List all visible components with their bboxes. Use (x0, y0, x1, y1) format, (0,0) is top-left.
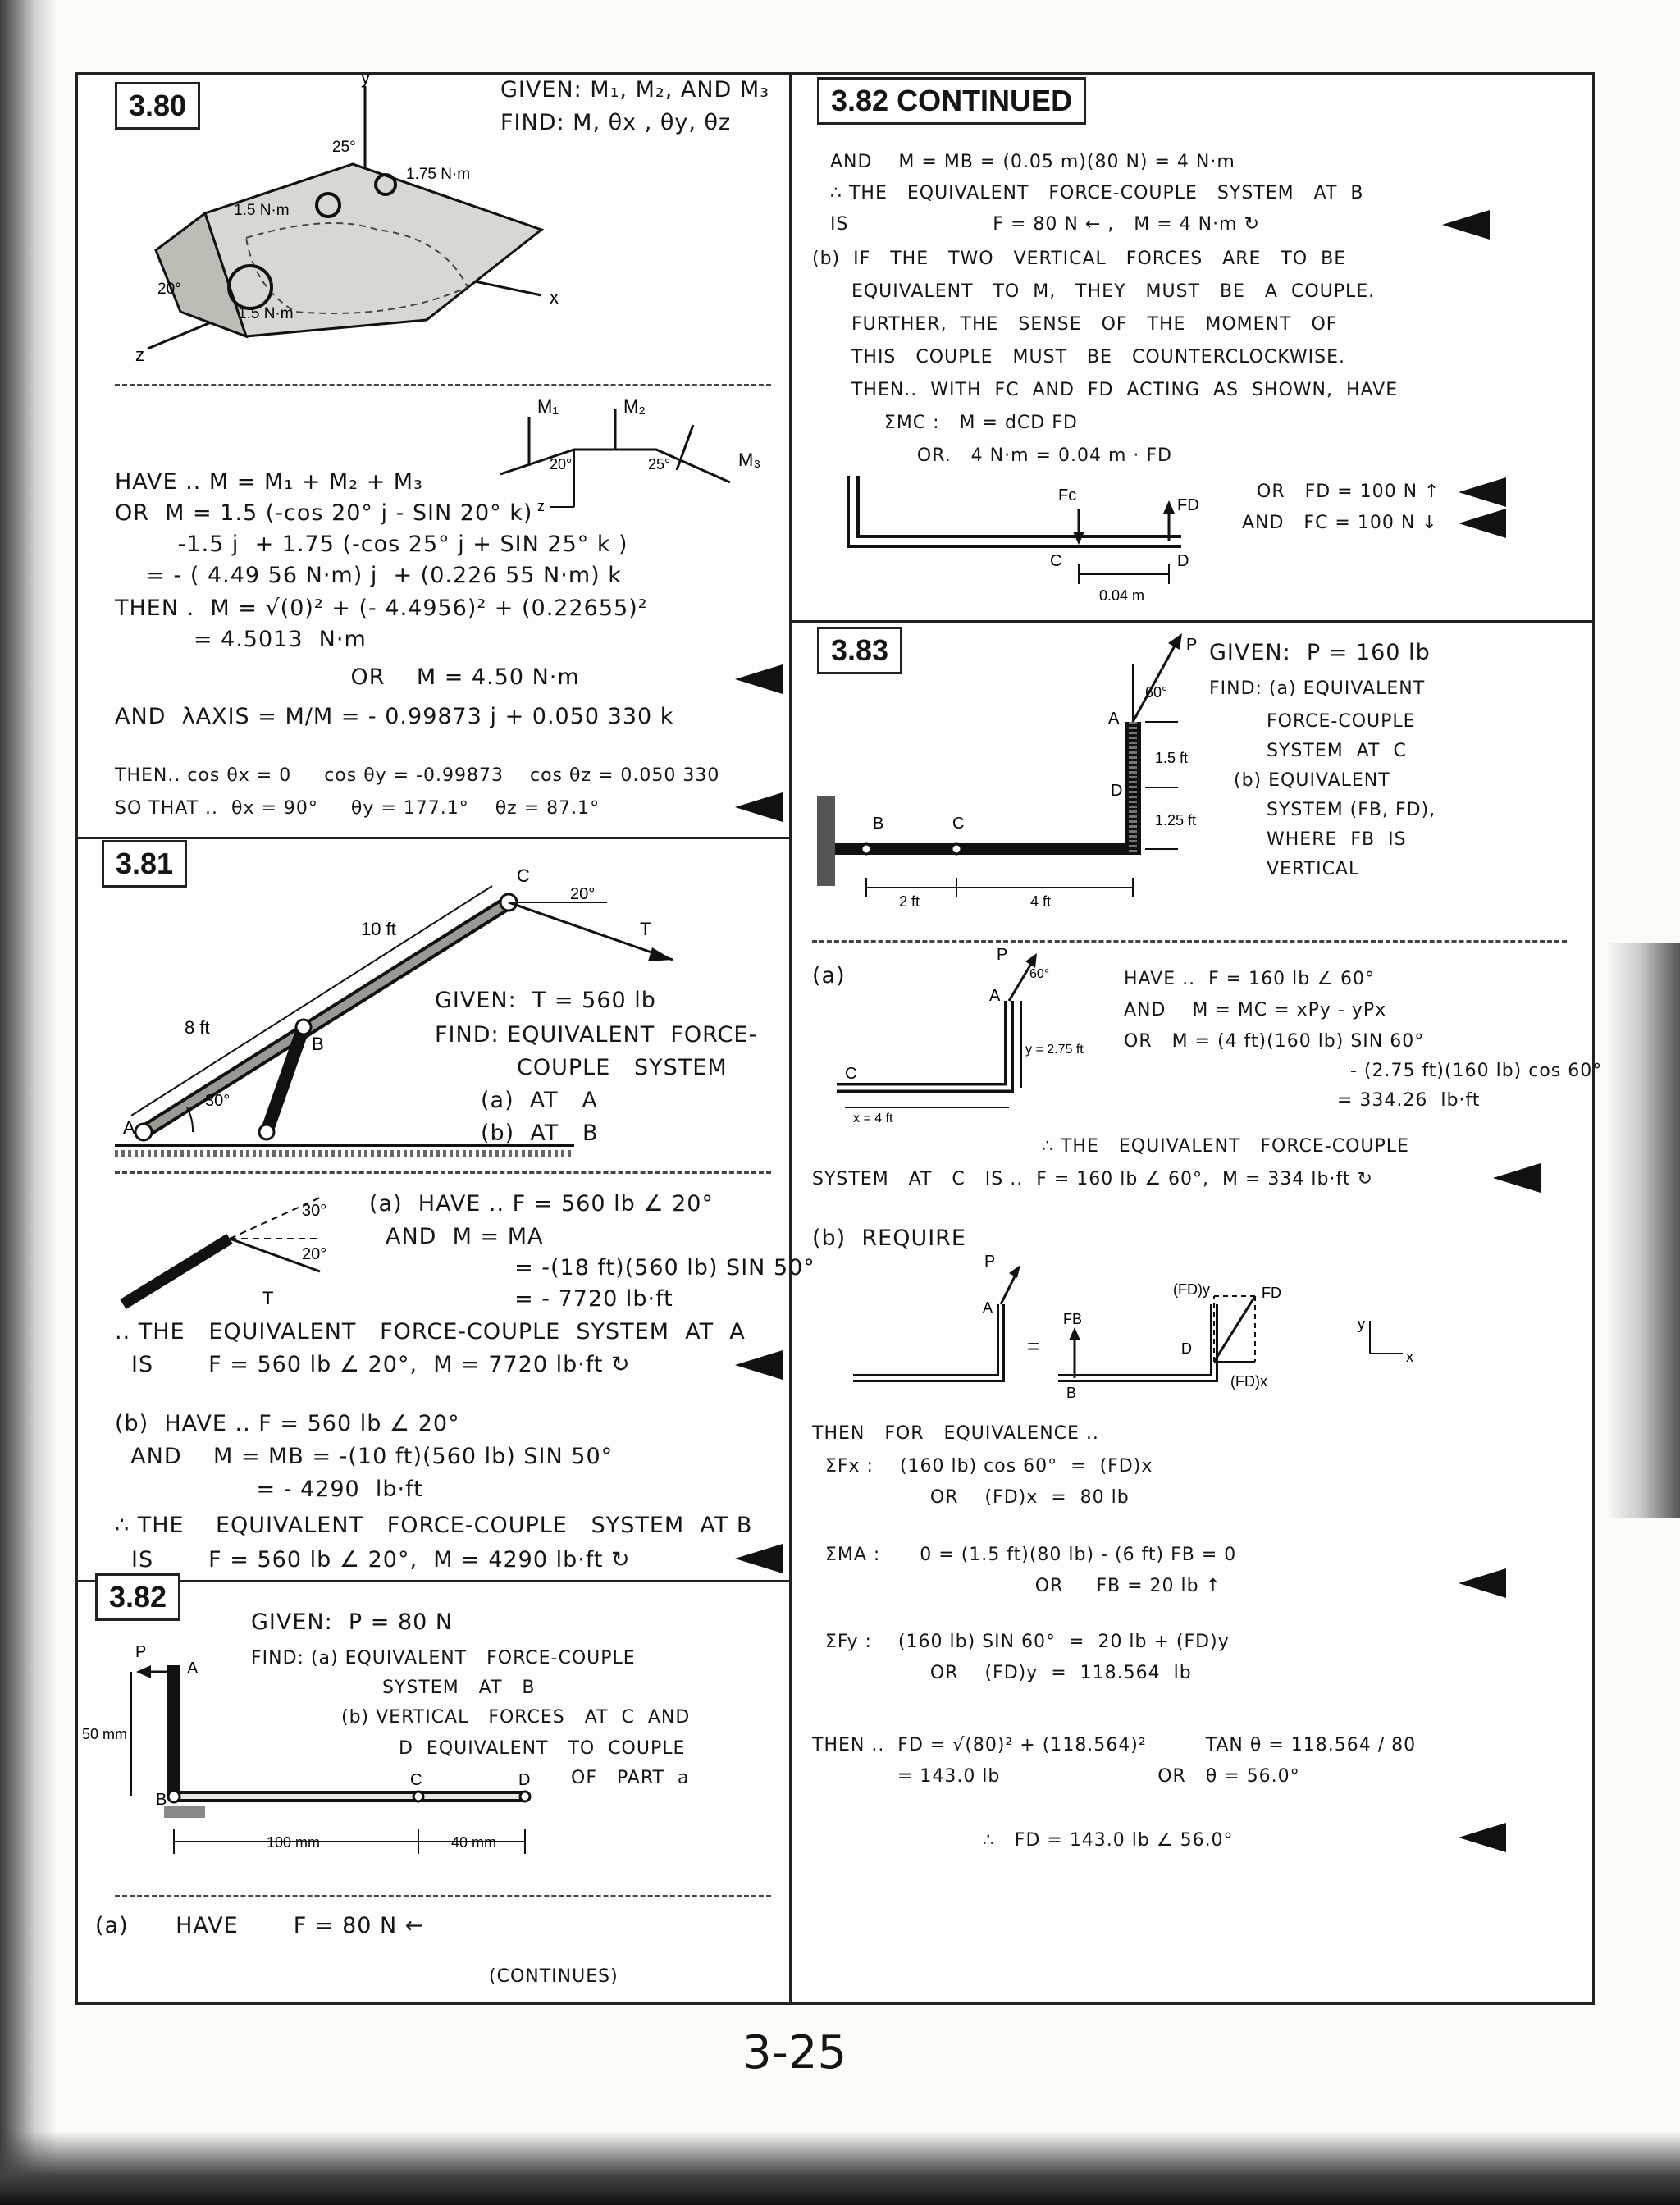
p381-sub-T: T (262, 1288, 274, 1308)
p382-force-P: P (135, 1643, 147, 1661)
p383-b-line-1: THEN FOR EQUIVALENCE .. (812, 1423, 1099, 1444)
answer-marker (735, 792, 783, 822)
p380-axis-x: x (550, 287, 559, 308)
p382-height-label: 50 mm (82, 1726, 128, 1742)
p380-sub-m2: M₂ (623, 396, 646, 417)
p382-find-4: D EQUIVALENT TO COUPLE (399, 1738, 686, 1759)
p380-line-5: THEN . M = √(0)² + (- 4.4956)² + (0.22655)² (115, 596, 648, 621)
p382c-line-3: IS F = 80 N ← , M = 4 N·m ↻ (830, 214, 1260, 235)
p381-find-2: COUPLE SYSTEM (517, 1055, 728, 1080)
p381-part-a: (a) AT A (481, 1088, 598, 1113)
p383-b-line-5: ΣMA : 0 = (1.5 ft)(80 lb) - (6 ft) FB = 0 (812, 1545, 1237, 1565)
p383-fig-l2: 4 ft (1030, 893, 1052, 910)
problem-tag-3-83: 3.83 (817, 627, 902, 674)
p383-find-4: SYSTEM (FB, FD), (1267, 800, 1436, 820)
p380-line-2: OR M = 1.5 (-cos 20° j - SIN 20° k) (115, 500, 533, 526)
p383-fig-C: C (952, 815, 965, 833)
p381-b-line-2: AND M = MB = -(10 ft)(560 lb) SIN 50° (115, 1444, 614, 1469)
p383-b-line-3: OR (FD)x = 80 lb (812, 1487, 1130, 1508)
p382c-line-10: OR. 4 N·m = 0.04 m · FD (812, 445, 1172, 466)
p383-find-1: FORCE-COUPLE (1267, 711, 1416, 732)
p380-sub-angle-20: 20° (550, 456, 573, 472)
p381-b-line-1: (b) HAVE .. F = 560 lb ∠ 20° (115, 1411, 460, 1436)
p383-find-3: (b) EQUIVALENT (1234, 770, 1390, 791)
p383-a-fig-P: P (997, 946, 1008, 964)
p383-b-line-2: ΣFx : (160 lb) cos 60° = (FD)x (812, 1456, 1153, 1477)
p383-b-line-6: OR FB = 20 lb ↑ (812, 1576, 1221, 1596)
p381-find: FIND: EQUIVALENT FORCE- (435, 1022, 758, 1048)
p382-bracket-figure (82, 1632, 541, 1887)
problem-tag-3-80: 3.80 (115, 82, 200, 130)
p382-point-C: C (410, 1771, 422, 1789)
p383-part-b-label: (b) REQUIRE (812, 1226, 966, 1251)
p383-b-line-9: OR (FD)y = 118.564 lb (812, 1663, 1192, 1683)
p383-fig-P: P (1186, 636, 1198, 654)
p383-find-2: SYSTEM AT C (1267, 741, 1407, 761)
p383-b-fig-FDy: (FD)y (1173, 1281, 1210, 1298)
p381-a-line-1: (a) HAVE .. F = 560 lb ∠ 20° (369, 1191, 714, 1217)
p380-find: FIND: M, θx , θy, θz (500, 110, 732, 135)
answer-marker (735, 664, 783, 694)
p382c-fig-Fc: Fc (1058, 486, 1077, 504)
p380-3d-figure (82, 67, 574, 377)
p383-b-fig-FD: FD (1262, 1285, 1281, 1301)
p380-line-10: SO THAT .. θx = 90° θy = 177.1° θz = 87.1° (115, 798, 600, 819)
p380-sub-angle-25: 25° (648, 456, 671, 472)
p382-have: (a) HAVE F = 80 N ← (95, 1913, 425, 1938)
p383-fig-A: A (1108, 710, 1120, 728)
answer-marker (1459, 1568, 1506, 1598)
p382-find-3: (b) VERTICAL FORCES AT C AND (341, 1707, 691, 1728)
p382c-fig-D: D (1177, 552, 1189, 570)
p382-point-A: A (187, 1659, 199, 1678)
p381-length-10: 10 ft (361, 919, 396, 939)
p383-find-6: VERTICAL (1267, 859, 1360, 879)
p380-axis-y: y (361, 67, 370, 88)
p380-line-3: -1.5 j + 1.75 (-cos 25° j + SIN 25° k ) (115, 532, 628, 557)
p383-fig-D: D (1111, 782, 1123, 800)
p381-given: GIVEN: T = 560 lb (435, 988, 656, 1013)
p380-line-1: HAVE .. M = M₁ + M₂ + M₃ (115, 469, 423, 495)
p382-point-B: B (156, 1791, 167, 1809)
p382c-result-1: OR FD = 100 N ↑ (1257, 482, 1440, 502)
p383-a-line-5: = 334.26 lb·ft (1304, 1090, 1481, 1111)
p380-fig-angle-25: 25° (332, 139, 356, 156)
p383-a-line-4: - (2.75 ft)(160 lb) cos 60° (1304, 1061, 1603, 1081)
p382-find-2: SYSTEM AT B (382, 1678, 536, 1698)
p380-line-6: = 4.5013 N·m (115, 627, 367, 652)
answer-marker (1459, 477, 1506, 507)
p381-length-8: 8 ft (185, 1017, 210, 1038)
p380-fig-m2: 1.75 N·m (406, 166, 471, 183)
p382-point-D: D (518, 1771, 531, 1789)
p380-bottom-rule (75, 837, 791, 839)
p380-fig-m3: 1.5 N·m (238, 305, 294, 322)
answer-marker (1459, 1823, 1506, 1852)
p383-b-fig-FDx: (FD)x (1230, 1373, 1267, 1390)
p383-part-a-label: (a) (812, 963, 846, 988)
p382-separator (115, 1895, 771, 1897)
p382c-line-7: THIS COUPLE MUST BE COUNTERCLOCKWISE. (812, 347, 1346, 368)
p382-length-100: 100 mm (267, 1834, 321, 1851)
p383-a-conclusion-2: SYSTEM AT C IS .. F = 160 lb ∠ 60°, M = 334 lb·ft ↻ (812, 1169, 1373, 1189)
p383-a-line-3: OR M = (4 ft)(160 lb) SIN 60° (1124, 1031, 1425, 1052)
p383-fig-l1: 2 ft (899, 893, 920, 910)
p383-bracket-figure (817, 632, 1211, 911)
p383-a-conclusion: ∴ THE EQUIVALENT FORCE-COUPLE (1042, 1136, 1409, 1157)
p383-separator (812, 940, 1567, 943)
p381-force-sketch (115, 1181, 377, 1321)
scan-shadow-bottom (0, 2131, 1680, 2205)
p383-part-a-sketch (829, 943, 1091, 1124)
p380-line-9: THEN.. cos θx = 0 cos θy = -0.99873 cos θz = 0.050 330 (115, 765, 720, 786)
answer-marker (735, 1350, 783, 1380)
p383-b-line-12: = 143.0 lb OR θ = 56.0° (812, 1766, 1300, 1787)
p381-a-line-2: AND M = MA (386, 1224, 544, 1249)
p383-b-fig-axis-y: y (1358, 1316, 1365, 1332)
p380-side-view (492, 396, 788, 523)
p383-b-fig-equals: = (1027, 1334, 1040, 1358)
p382c-fig-Fd: FD (1177, 496, 1199, 514)
p381-separator (115, 1171, 771, 1174)
answer-marker (735, 1544, 783, 1573)
p380-sub-m3: M₃ (738, 450, 761, 470)
p382c-result-2: AND FC = 100 N ↓ (1242, 513, 1438, 533)
p383-b-fig-axis-x: x (1406, 1349, 1413, 1365)
p382c-line-6: FURTHER, THE SENSE OF THE MOMENT OF (812, 314, 1338, 335)
p383-a-fig-A: A (989, 987, 1001, 1005)
p383-fig-h2: 1.25 ft (1155, 812, 1197, 829)
p381-point-B: B (312, 1034, 324, 1054)
p381-a-line-3: = -(18 ft)(560 lb) SIN 50° (459, 1255, 815, 1281)
answer-marker (1459, 509, 1506, 538)
p383-given: GIVEN: P = 160 lb (1209, 640, 1431, 665)
p383-b-line-8: ΣFy : (160 lb) SIN 60° = 20 lb + (FD)y (812, 1632, 1230, 1652)
p380-line-7: OR M = 4.50 N·m (115, 664, 580, 690)
p380-separator (115, 384, 771, 386)
p382c-line-9: ΣMC : M = dCD FD (812, 413, 1078, 433)
p382c-line-4: (b) IF THE TWO VERTICAL FORCES ARE TO BE (812, 249, 1347, 269)
p383-find-5: WHERE FB IS (1267, 829, 1407, 850)
p383-a-line-1: HAVE .. F = 160 lb ∠ 60° (1124, 969, 1375, 989)
p383-a-line-2: AND M = MC = xPy - yPx (1124, 1000, 1387, 1020)
p381-angle-20: 20° (570, 885, 596, 903)
p383-b-fig-A: A (983, 1299, 993, 1316)
p382c-line-8: THEN.. WITH FC AND FD ACTING AS SHOWN, HAVE (812, 380, 1399, 400)
p380-line-8: AND λAXIS = M/M = - 0.99873 j + 0.050 330 k (115, 704, 674, 729)
p381-tension-T: T (640, 919, 651, 939)
problem-tag-3-82-continued: 3.82 CONTINUED (817, 77, 1086, 125)
p381-a-conclusion-2: IS F = 560 lb ∠ 20°, M = 7720 lb·ft ↻ (131, 1352, 631, 1377)
answer-marker (1442, 210, 1490, 240)
p383-b-line-11: THEN .. FD = √(80)² + (118.564)² TAN θ = 118.564 / 80 (812, 1735, 1417, 1755)
problem-tag-3-81: 3.81 (102, 840, 187, 888)
column-divider (789, 72, 792, 2005)
p381-bottom-rule (75, 1580, 791, 1582)
p381-point-A: A (123, 1117, 135, 1138)
p383-b-fig-B: B (1066, 1385, 1077, 1401)
p380-line-4: = - ( 4.49 56 N·m) j + (0.226 55 N·m) k (115, 563, 622, 588)
p380-sub-z: z (537, 498, 545, 514)
p382c-line-2: ∴ THE EQUIVALENT FORCE-COUPLE SYSTEM AT B (830, 183, 1364, 203)
p383-b-fig-D: D (1181, 1340, 1192, 1357)
p382c-line-5: EQUIVALENT TO M, THEY MUST BE A COUPLE. (812, 281, 1376, 302)
p381-angle-30: 30° (205, 1092, 231, 1110)
p381-sub-angle-20: 20° (302, 1245, 327, 1263)
p383-a-fig-angle: 60° (1029, 967, 1050, 981)
p380-fig-m1: 1.5 N·m (234, 202, 290, 219)
p383-a-fig-y: y = 2.75 ft (1025, 1043, 1084, 1057)
p382-given: GIVEN: P = 80 N (251, 1609, 454, 1635)
page-edge-shadow-right (1606, 943, 1680, 1518)
p383-find: FIND: (a) EQUIVALENT (1209, 678, 1426, 699)
p383-a-fig-x: x = 4 ft (853, 1112, 893, 1125)
p381-a-line-4: = - 7720 lb·ft (459, 1286, 673, 1312)
p382c-fig-d: 0.04 m (1099, 587, 1145, 604)
p383-a-fig-C: C (845, 1065, 857, 1083)
p383-part-b-sketch (845, 1239, 1419, 1403)
p383-b-fig-P: P (984, 1253, 996, 1271)
p383-b-line-14: ∴ FD = 143.0 lb ∠ 56.0° (812, 1830, 1234, 1851)
p382-length-40: 40 mm (451, 1834, 497, 1851)
p380-given: GIVEN: M₁, M₂, AND M₃ (500, 77, 770, 103)
p382c-fig-C: C (1050, 552, 1062, 570)
binder-shadow-left (0, 0, 57, 2205)
p383-fig-B: B (873, 815, 884, 833)
p381-point-C: C (517, 865, 530, 886)
p380-axis-z: z (135, 345, 144, 365)
p383-b-fig-FB: FB (1063, 1311, 1083, 1327)
p382-find-5: OF PART a (571, 1768, 690, 1788)
p381-b-conclusion-2: IS F = 560 lb ∠ 20°, M = 4290 lb·ft ↻ (131, 1547, 631, 1573)
page-number: 3-25 (742, 2026, 847, 2079)
p382-find: FIND: (a) EQUIVALENT FORCE-COUPLE (251, 1648, 636, 1669)
p382c-bottom-rule (789, 620, 1595, 623)
p382-continues: (CONTINUES) (489, 1966, 619, 1987)
p382c-couple-figure (845, 459, 1239, 607)
answer-marker (1493, 1163, 1541, 1193)
p381-a-conclusion: .. THE EQUIVALENT FORCE-COUPLE SYSTEM AT A (115, 1319, 746, 1344)
p381-b-line-3: = - 4290 lb·ft (115, 1477, 423, 1502)
p382c-line-1: AND M = MB = (0.05 m)(80 N) = 4 N·m (830, 152, 1235, 172)
p380-sub-m1: M₁ (537, 396, 559, 417)
p381-b-conclusion: ∴ THE EQUIVALENT FORCE-COUPLE SYSTEM AT B (115, 1513, 753, 1538)
problem-tag-3-82: 3.82 (95, 1573, 180, 1621)
p383-fig-h1: 1.5 ft (1155, 750, 1189, 766)
p381-sub-angle-30: 30° (302, 1202, 327, 1220)
p381-part-b: (b) AT B (481, 1121, 599, 1146)
p380-fig-angle-20: 20° (158, 281, 181, 298)
p383-fig-angle: 60° (1145, 684, 1168, 701)
